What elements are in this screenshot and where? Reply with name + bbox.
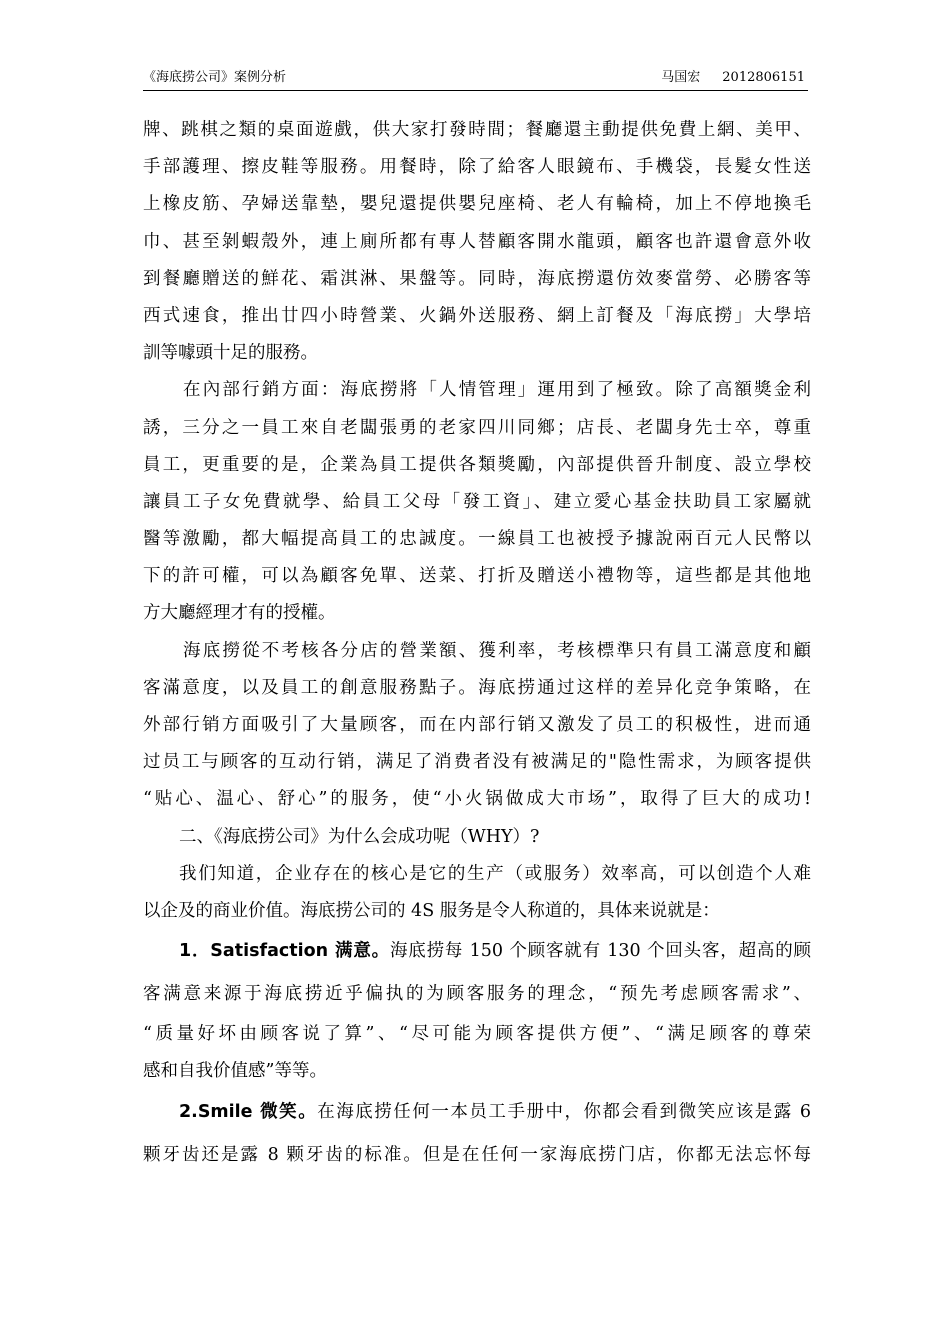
text-line: 过员工与顾客的互动行销，满足了消费者没有被满足的"隐性需求，为顾客提供: [143, 752, 811, 773]
text-line: 員工，更重要的是，企業為員工提供各類獎勵，內部提供晉升制度、設立學校: [143, 454, 811, 475]
text-line: 誘，三分之一員工來自老闆張勇的老家四川同鄉；店長、老闆身先士卒，尊重: [143, 417, 811, 438]
satisfaction-line: [143, 930, 811, 973]
text-line: 颗牙齿还是露 8 颗牙齿的标准。但是在任何一家海底捞门店，你都无法忘怀每: [143, 1144, 811, 1165]
text-line: “贴心、温心、舒心”的服务，使“小火锅做成大市场”，取得了巨大的成功!: [143, 789, 811, 810]
smile-text: 在海底捞任何一本员工手册中，你都会看到微笑应该是露 6: [317, 1101, 811, 1122]
smile-heading: 2.Smile 微笑。: [179, 1101, 318, 1122]
text-line: 客滿意度，以及員工的創意服務點子。海底捞通过这样的差异化竞争策略，在: [143, 677, 811, 698]
text-line: 海底撈從不考核各分店的營業額、獲利率，考核標準只有員工滿意度和顧: [183, 640, 811, 661]
text-line: 訓等噱頭十足的服務。: [143, 343, 318, 364]
page-header: [143, 68, 808, 91]
text-line: 下的許可權，可以為顧客免單、送菜、打折及贈送小禮物等，這些都是其他地: [143, 566, 811, 587]
text-line: 在內部行銷方面：海底撈將「人情管理」運用到了極致。除了高額獎金利: [183, 380, 811, 401]
smile-line: [143, 1091, 811, 1134]
text-line: 讓員工子女免費就學、給員工父母「發工資」、建立愛心基金扶助員工家屬就: [143, 491, 811, 512]
header-author-block: [661, 68, 805, 88]
document-body: [143, 112, 811, 1177]
text-line: 我们知道，企业存在的核心是它的生产（或服务）效率高，可以创造个人难: [179, 863, 811, 884]
text-line: 以企及的商业价值。海底捞公司的 4S 服务是令人称道的，具体来说就是：: [143, 900, 720, 921]
text-line: 牌、跳棋之類的桌面遊戲，供大家打發時間；餐廳還主動提供免費上網、美甲、: [143, 120, 811, 140]
text-line: 感和自我价值感”等等。: [143, 1061, 327, 1082]
text-line: 外部行销方面吸引了大量顾客，而在内部行销又激发了员工的积极性，进而通: [143, 715, 811, 735]
header-author: 马国宏: [661, 70, 701, 85]
satisfaction-heading: 1．Satisfaction 满意。: [179, 941, 390, 962]
section-heading: 二、《海底捞公司》为什么会成功呢（WHY）?: [179, 826, 540, 847]
text-line: 手部護理、擦皮鞋等服務。用餐時，除了給客人眼鏡布、手機袋，長髮女性送: [143, 157, 811, 178]
text-line: 方大廳經理才有的授權。: [143, 603, 336, 624]
header-student-id: 2012806151: [722, 70, 805, 85]
text-line: 客满意来源于海底捞近乎偏执的为顾客服务的理念，“预先考虑顾客需求”、: [143, 984, 811, 1005]
text-line: 巾、甚至剝蝦殼外，連上廁所都有專人替顧客開水龍頭，顧客也許還會意外收: [143, 231, 811, 252]
text-line: 到餐廳贈送的鮮花、霜淇淋、果盤等。同時，海底撈還仿效麥當勞、必勝客等: [143, 268, 811, 289]
text-line: 醫等激勵，都大幅提高員工的忠誠度。一線員工也被授予據說兩百元人民幣以: [143, 529, 811, 550]
text-line: “质量好坏由顾客说了算”、“尽可能为顾客提供方便”、“满足顾客的尊荣: [143, 1024, 811, 1045]
text-line: 上橡皮筋、孕婦送靠墊，嬰兒還提供嬰兒座椅、老人有輪椅，加上不停地換毛: [143, 194, 811, 215]
text-line: 西式速食，推出廿四小時營業、火鍋外送服務、網上訂餐及「海底撈」大學培: [143, 305, 811, 326]
satisfaction-text: 海底捞每 150 个顾客就有 130 个回头客，超高的顾: [389, 941, 811, 962]
header-title: 《海底捞公司》案例分析: [143, 70, 287, 85]
